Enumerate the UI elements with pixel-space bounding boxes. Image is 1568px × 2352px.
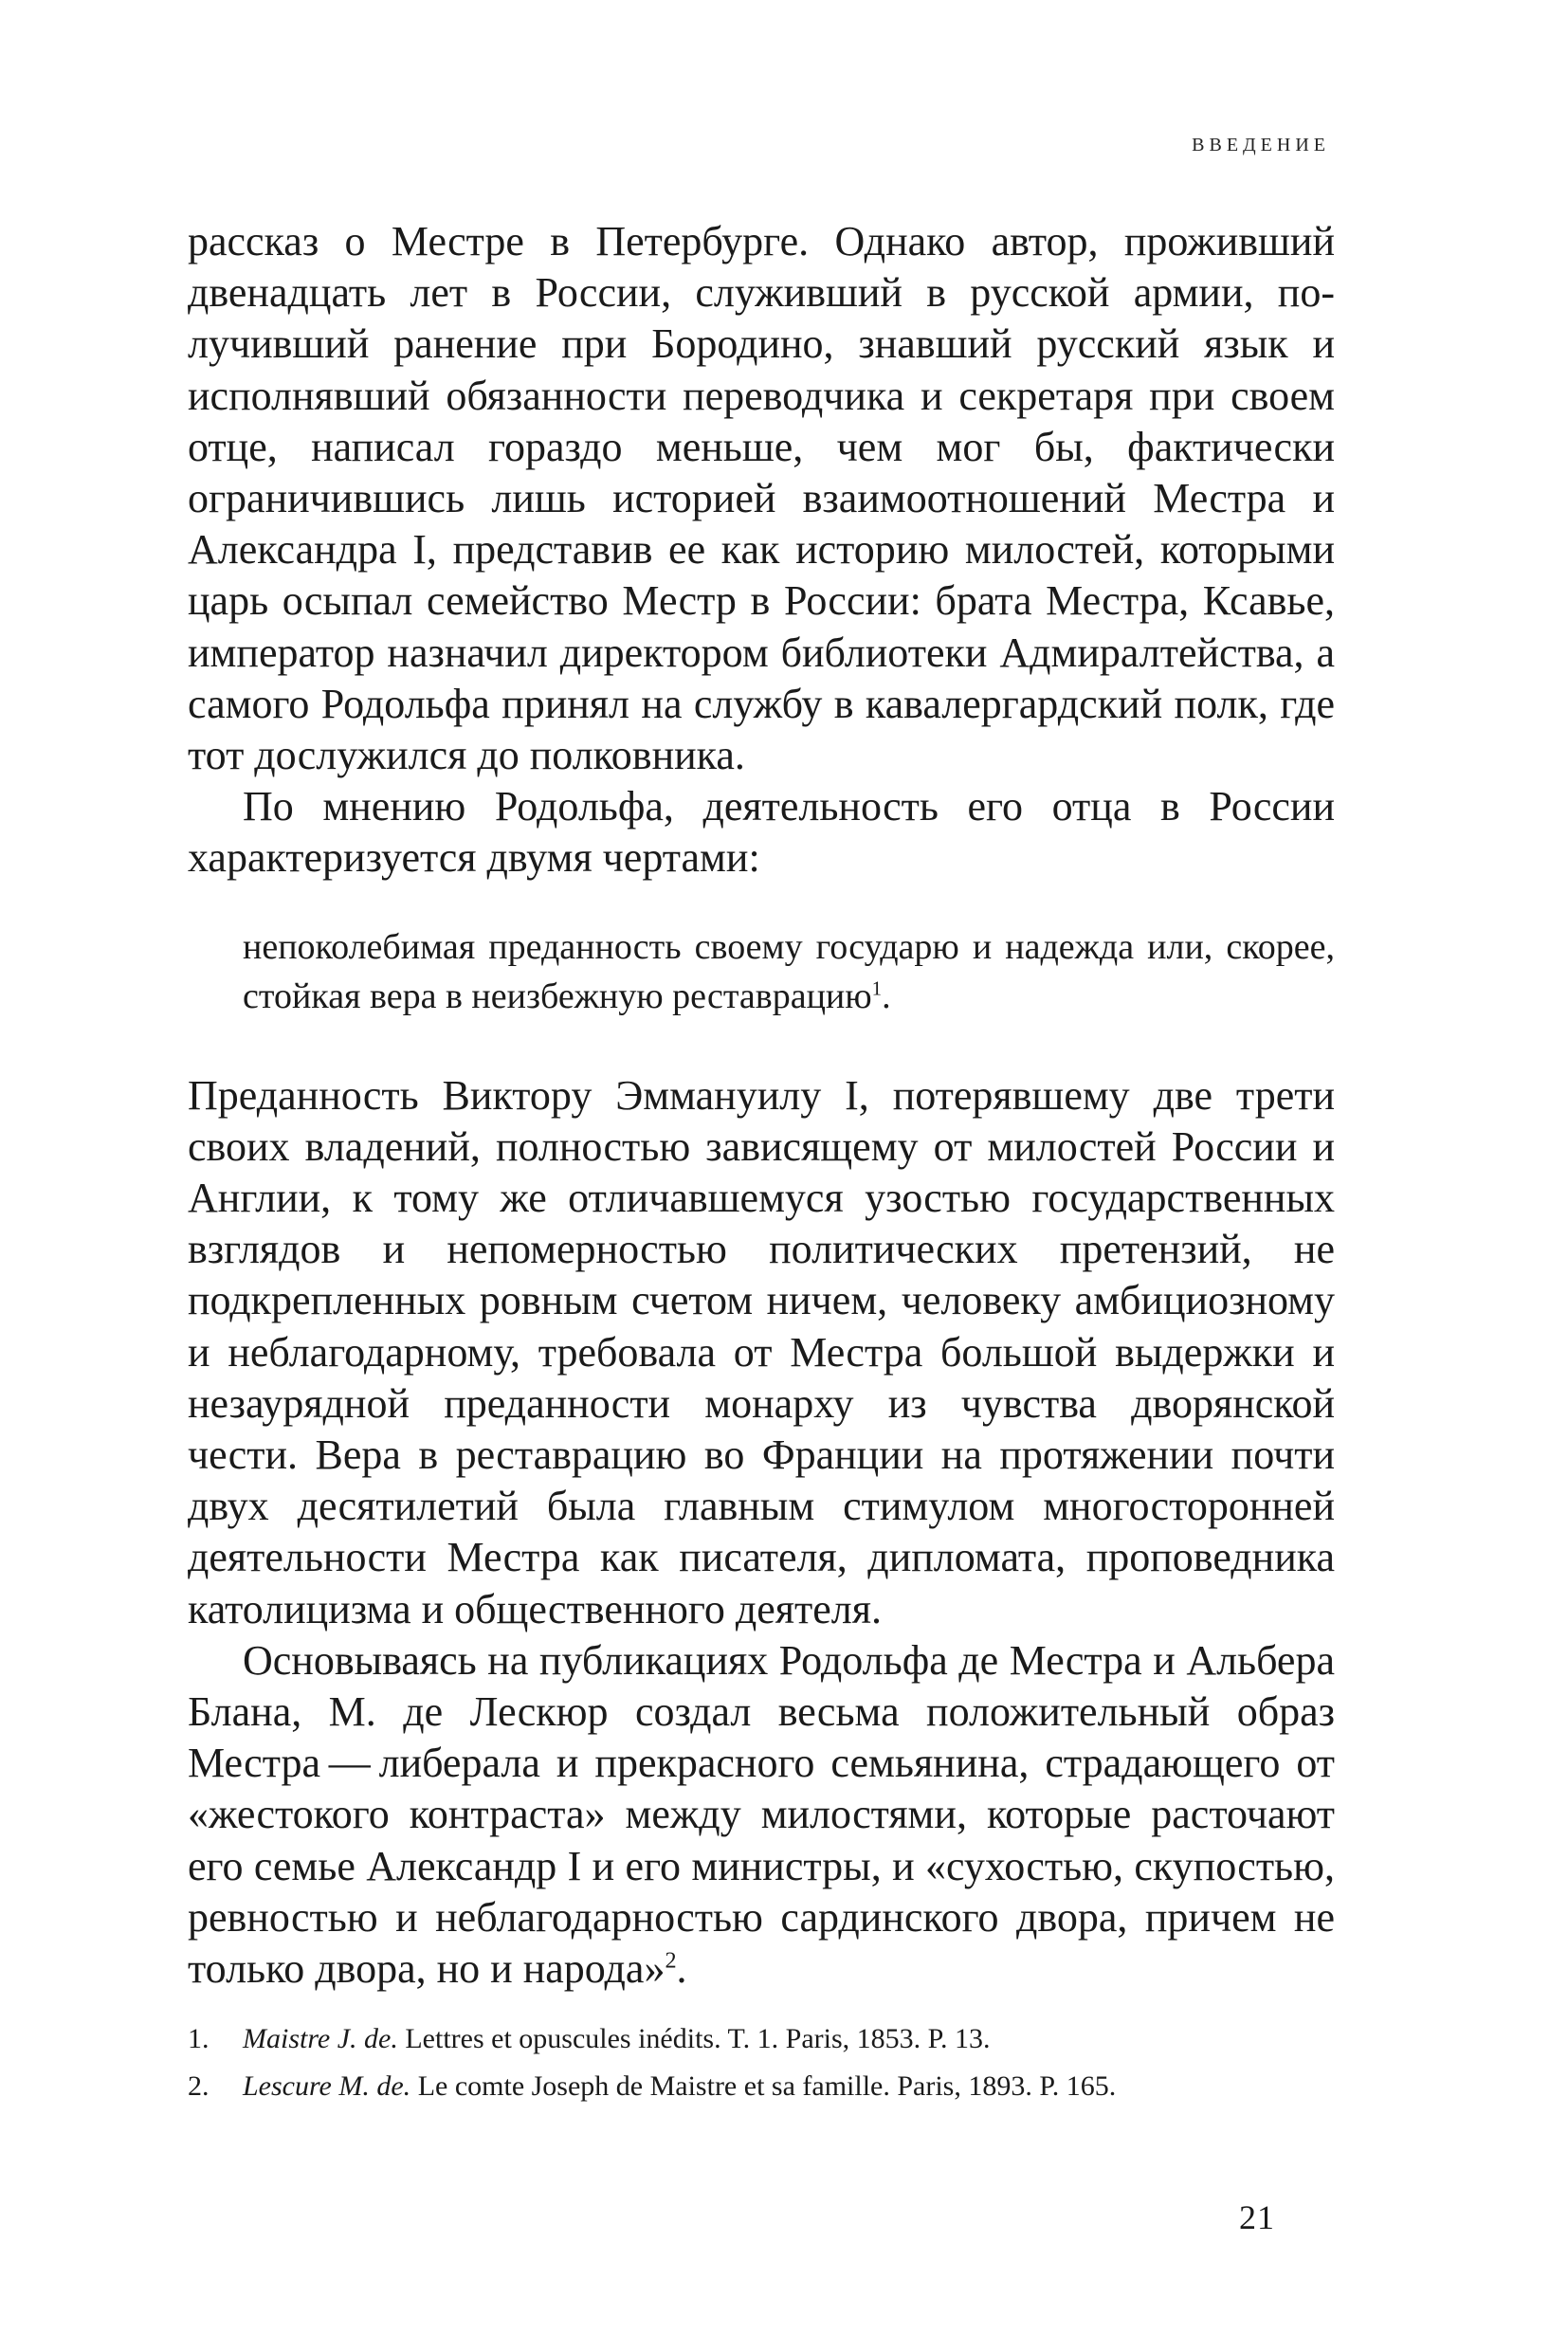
footnote-body: [243, 2015, 991, 2063]
footnote-text: Lettres et opuscules inédits. T. 1. Paris, 1853. P. 13.: [397, 2023, 991, 2054]
footnote-text: Le comte Joseph de Maistre et sa famille. Paris, 1893. P. 165.: [410, 2070, 1117, 2102]
footnote-number: 1.: [188, 2023, 210, 2054]
page-number: 21: [1239, 2198, 1275, 2236]
paragraph-4-text: Основываясь на публикациях Родольфа де Местра и Альбера Блана, М. де Лескюр создал весьма положительный образ Местра — либерала и прекрасного семьянина, страдающего от «жестокого контраста» между милостями, которые расточают его семье Александр I и его министры, и «сухостью, скупостью, ревностью и неблагодарностью сардинского двора, причем не только двора, но и народа»: [188, 1636, 1335, 1993]
main-text: [188, 216, 1335, 1995]
paragraph-1: рассказ о Местре в Петербурге. Однако автор, проживший двенадцать лет в России, служивший в русской армии, получивший ранение при Бородино, знавший русский язык и исполнявший обязанности переводчика и секретаря при своем отце, написал гораздо меньше, чем мог бы, фактически ограничившись лишь историей взаимоотношений Местра и Александра I, представив ее как историю милостей, которыми царь осыпал семейство Местр в России: брата Местра, Ксавье, император назначил директором библиотеки Адмиралтейства, а самого Родольфа принял на службу в кавалергардский полк, где тот дослужился до полковника.: [188, 218, 1335, 779]
footnote-number: 2.: [188, 2070, 210, 2102]
footnote-1: [188, 2015, 1335, 2063]
footnote-body: [243, 2063, 1116, 2110]
paragraph-3: Преданность Виктору Эммануилу I, потерявшему две трети своих владений, полностью зависящему от милостей России и Англии, к тому же отличавшемуся узостью государственных взглядов и непомерностью политических претензий, не подкрепленных ровным счетом ничем, человеку амбициозному и неблагодарному, требовала от Местра большой выдержки и незаурядной преданности монарху из чувства дворянской чести. Вера в реставрацию во Франции на протяжении почти двух десятилетий была главным стимулом многосторонней деятельности Местра как писателя, дипломата, проповедника католицизма и общественного деятеля.: [188, 1071, 1335, 1632]
running-head: ВВЕДЕНИЕ: [1192, 135, 1330, 155]
paragraph-4: [188, 1635, 1335, 1995]
footnote-ref-1[interactable]: 1: [871, 975, 883, 999]
paragraph-4-end: .: [676, 1945, 687, 1993]
footnote-author: Maistre J. de.: [243, 2023, 398, 2054]
footnote-2: [188, 2063, 1335, 2110]
block-quote-text: непоколебимая преданность своему государю и надежда или, скорее, стойкая вера в неизбежную реставрацию: [243, 926, 1335, 1016]
paragraph-2: По мнению Родольфа, деятельность его отца в России характеризуется двумя чертами:: [188, 783, 1335, 882]
footnote-ref-2[interactable]: 2: [665, 1947, 677, 1974]
block-quote-end: .: [882, 975, 891, 1016]
footnote-author: Lescure M. de.: [243, 2070, 411, 2102]
block-quote: [243, 922, 1335, 1021]
footnotes: [188, 2015, 1335, 2110]
